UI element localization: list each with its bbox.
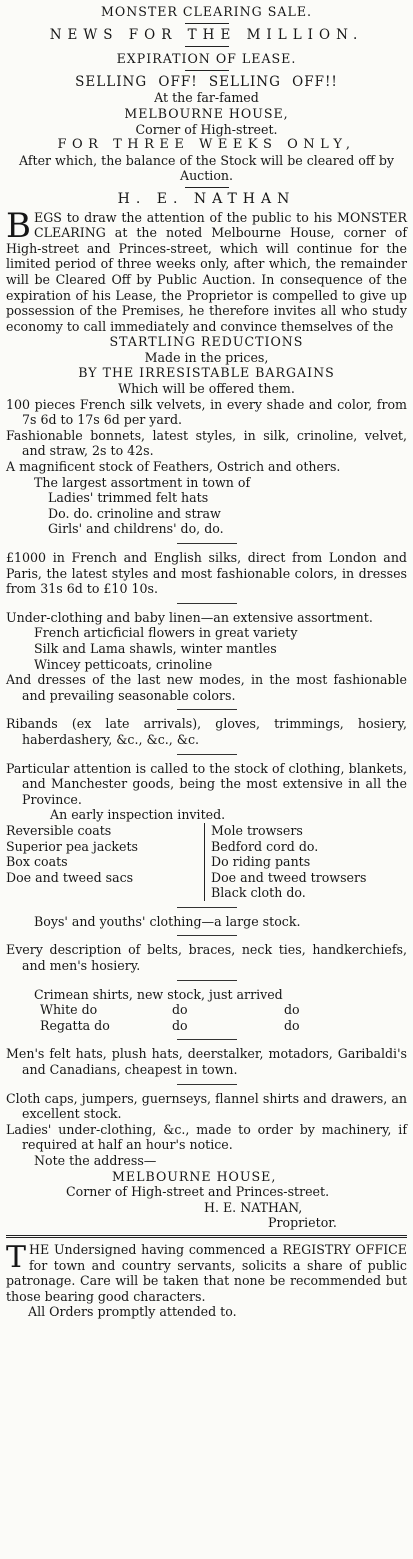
divider — [185, 70, 229, 71]
registry-text: HE Undersigned having commenced a REGISTRY OFFICE for town and country servants, solicits a share of public patronage. Care will be taken that none be recommended but those bearing good characters. — [6, 1241, 407, 1304]
clothing-right-item: Doe and tweed trowsers — [211, 869, 367, 885]
white-shirts-row — [6, 1002, 407, 1018]
flowers-item: French articficial flowers in great variety — [34, 625, 298, 641]
intro-melbourne-house: MELBOURNE HOUSE, — [124, 105, 289, 121]
clothing-list-right — [204, 823, 407, 901]
white-do: do — [284, 1002, 300, 1018]
shawls-item: Silk and Lama shawls, winter mantles — [34, 640, 277, 656]
ribands-item: Ribands (ex late arrivals), gloves, trimmings, hosiery, haberdashery, &c., &c., &c. — [6, 716, 407, 747]
divider — [185, 23, 229, 24]
headline-expiration-of-lease: EXPIRATION OF LEASE. — [116, 51, 297, 67]
proprietor-heading: H. E. NATHAN — [117, 190, 296, 207]
divider — [177, 935, 237, 936]
underclothing-item: Under-clothing and baby linen—an extensive assortment. — [6, 609, 373, 625]
feathers-item: A magnificent stock of Feathers, Ostrich and others. — [6, 459, 341, 475]
bonnets-item: Fashionable bonnets, latest styles, in silk, crinoline, velvet, and straw, 2s to 42s. — [6, 427, 407, 459]
cloth-caps-item: Cloth caps, jumpers, guernseys, flannel shirts and drawers, an excellent stock. — [6, 1090, 407, 1122]
divider — [177, 1039, 237, 1040]
clothing-left-item: Reversible coats — [6, 822, 112, 838]
opening-text: EGS to draw the attention of the public to his MONSTER CLEARING at the noted Melbourne House, corner of High-street and Princes-street, which will continue for the limited period of three weeks only, after which, the remainder will be Cleared Off by Public Auction. In consequence of the expiration of his Lease, the Proprietor is compelled to give up possession of the Premises, he therefore invites all who study economy to call immediately and convince themselves of the — [6, 209, 407, 334]
intro-three-weeks-only: FOR THREE WEEKS ONLY, — [57, 137, 356, 153]
irresistable-bargains: BY THE IRRESISTABLE BARGAINS — [78, 365, 335, 381]
regatta-do: do — [172, 1017, 188, 1033]
clothing-right-item: Bedford cord do. — [211, 838, 319, 854]
divider — [185, 46, 229, 47]
intro-corner: Corner of High-street. — [135, 121, 278, 137]
early-inspection: An early inspection invited. — [50, 807, 226, 823]
clothing-left-item: Box coats — [6, 854, 68, 870]
address-corner: Corner of High-street and Princes-street. — [66, 1184, 330, 1200]
regatta-shirts-row — [6, 1018, 407, 1034]
white-do: do — [172, 1002, 188, 1018]
largest-assortment: The largest assortment in town of — [34, 474, 251, 490]
divider — [177, 980, 237, 981]
registry-office-notice — [6, 1239, 407, 1304]
felt-hats-item: Men's felt hats, plush hats, deerstalker, motadors, Garibaldi's and Canadians, cheapest in town. — [6, 1046, 407, 1078]
dresses-item: And dresses of the last new modes, in the most fashionable and prevailing seasonable colors. — [6, 672, 407, 703]
drop-cap: B — [6, 205, 31, 246]
intro-line-far-famed: At the far-famed — [154, 90, 259, 106]
ladies-underclothing-item: Ladies' under-clothing, &c., made to order by machinery, if required at half an hour's notice. — [6, 1121, 407, 1153]
drop-cap: T — [6, 1239, 27, 1275]
clothing-list-left — [6, 823, 204, 901]
clothing-left-item: Superior pea jackets — [6, 838, 139, 854]
which-offered: Which will be offered them. — [118, 381, 295, 397]
velvets-item: 100 pieces French silk velvets, in every shade and color, from 7s 6d to 17s 6d per yard. — [6, 396, 407, 428]
signature-name: H. E. NATHAN, — [204, 1199, 303, 1215]
divider — [177, 754, 237, 755]
intro-after-which: After which, the balance of the Stock will be cleared off by Auction. — [18, 152, 395, 184]
clothing-right-item: Black cloth do. — [211, 885, 306, 901]
divider — [177, 543, 237, 544]
regatta-label: Regatta do — [40, 1017, 110, 1033]
hats-line-2: Do. do. crinoline and straw — [48, 505, 221, 521]
orders-attended: All Orders promptly attended to. — [28, 1304, 237, 1320]
hats-line-1: Ladies' trimmed felt hats — [48, 490, 209, 506]
section-divider — [6, 1235, 407, 1238]
silks-paragraph: £1000 in French and English silks, direct from London and Paris, the latest styles and most fashionable colors, in dresses from 31s 6d to £10 10s. — [6, 550, 407, 597]
headline-news-for-the-million: NEWS FOR THE MILLION. — [49, 26, 364, 43]
divider — [177, 907, 237, 908]
divider — [177, 1084, 237, 1085]
clothing-left-item: Doe and tweed sacs — [6, 869, 134, 885]
white-label: White do — [40, 1002, 98, 1018]
startling-reductions: STARTLING REDUCTIONS — [109, 334, 304, 350]
address-melbourne-house: MELBOURNE HOUSE, — [112, 1168, 277, 1184]
note-address: Note the address— — [34, 1153, 157, 1168]
clothing-right-item: Mole trowsers — [211, 822, 303, 838]
headline-monster-clearing: MONSTER CLEARING SALE. — [100, 4, 313, 19]
hats-line-3: Girls' and childrens' do, do. — [48, 521, 224, 537]
clothing-list — [6, 823, 407, 901]
opening-paragraph — [6, 205, 407, 335]
made-in-prices: Made in the prices, — [144, 349, 269, 365]
divider — [185, 187, 229, 188]
regatta-do: do — [284, 1017, 300, 1033]
boys-clothing: Boys' and youths' clothing—a large stock. — [34, 913, 301, 929]
signature-title: Proprietor. — [268, 1215, 337, 1231]
crimean-shirts: Crimean shirts, new stock, just arrived — [34, 986, 283, 1002]
belts-item: Every description of belts, braces, neck ties, handkerchiefs, and men's hosiery. — [6, 942, 407, 974]
divider — [177, 709, 237, 710]
wincey-item: Wincey petticoats, crinoline — [34, 656, 213, 672]
particular-attention: Particular attention is called to the stock of clothing, blankets, and Manchester goods, being the most extensive in all the Province. — [6, 760, 407, 807]
clothing-right-item: Do riding pants — [211, 854, 311, 870]
headline-selling-off: SELLING OFF! SELLING OFF!! — [75, 73, 338, 90]
divider — [177, 603, 237, 604]
